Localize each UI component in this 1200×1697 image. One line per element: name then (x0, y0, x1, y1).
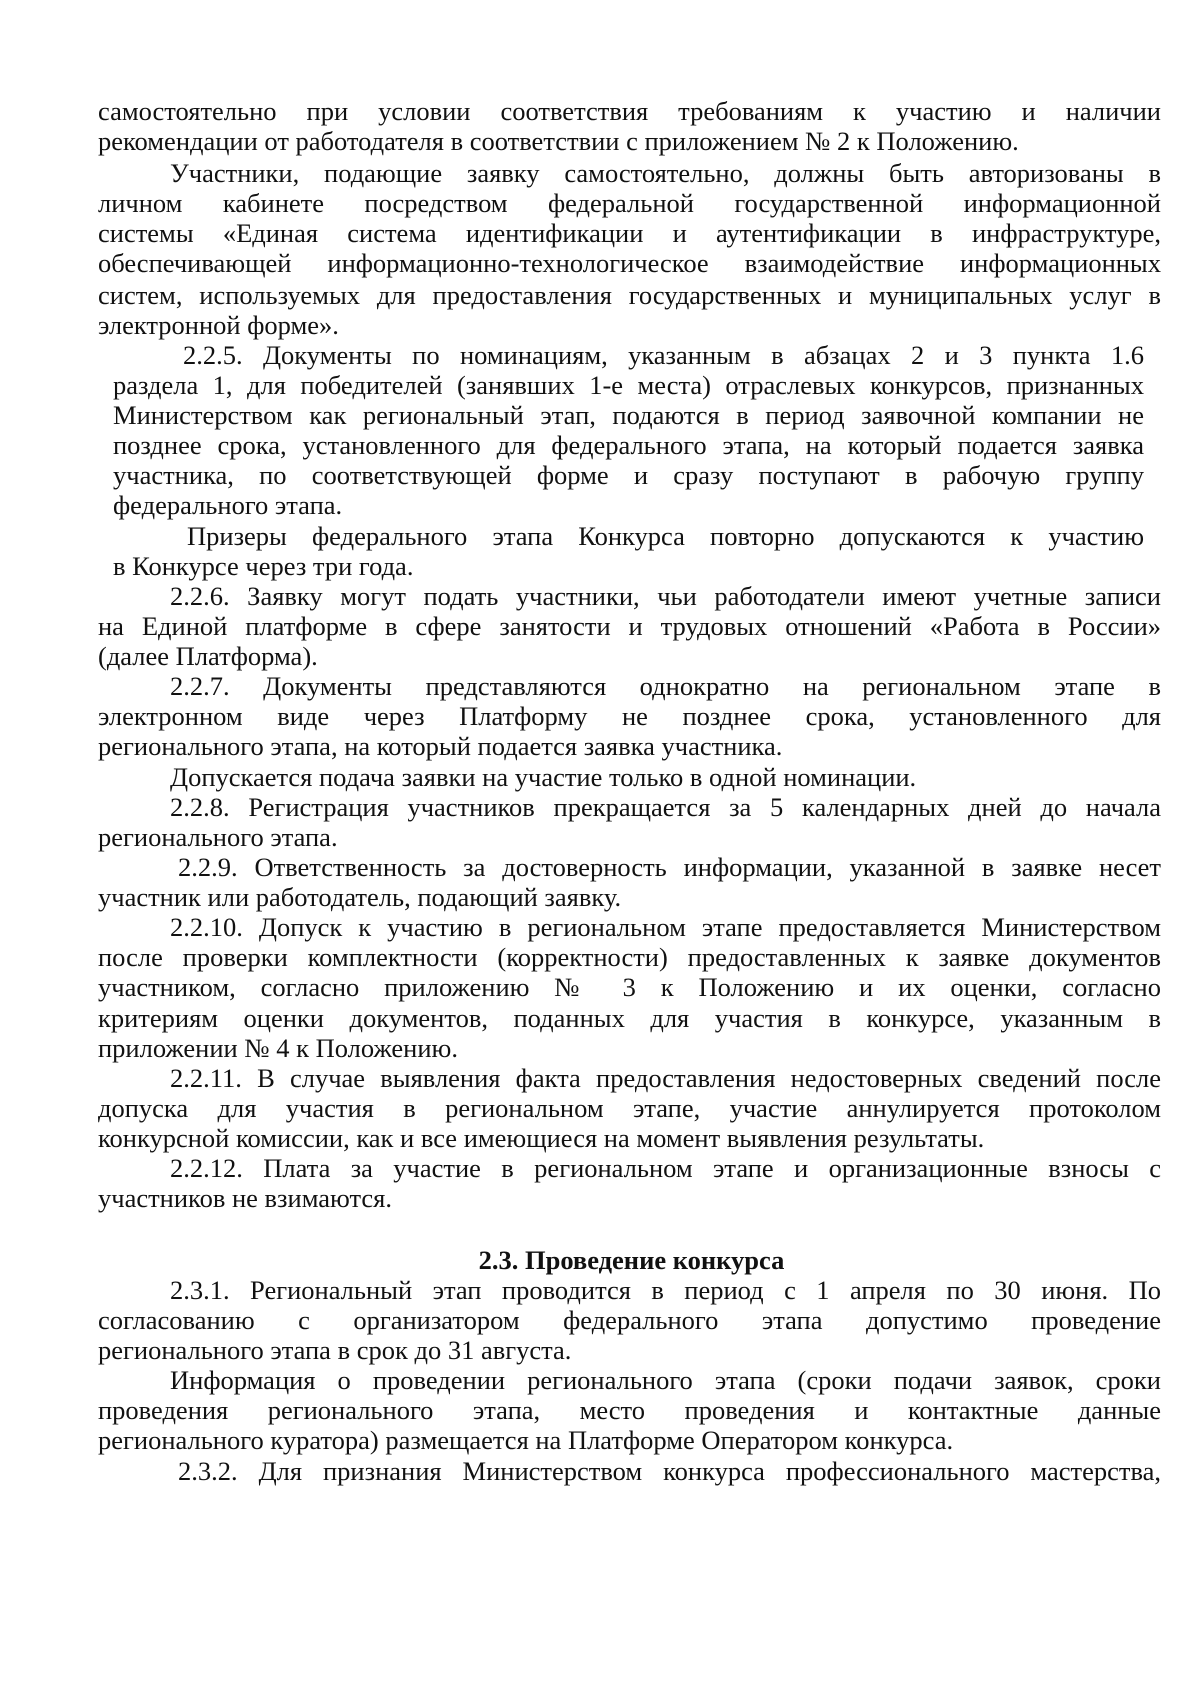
text-line: 2.2.11. В случае выявления факта предоставления недостоверных сведений после (170, 1063, 1161, 1093)
text-line: участников не взимаются. (98, 1183, 392, 1213)
text-line: регионального этапа в срок до 31 августа. (98, 1335, 572, 1365)
section-heading: 2.3. Проведение конкурса (478, 1245, 785, 1275)
text-line: системы «Единая система идентификации и аутентификации в инфраструктуре, (98, 218, 1161, 248)
text-line: личном кабинете посредством федеральной государственной информационной (98, 188, 1161, 218)
text-line: систем, используемых для предоставления государственных и муниципальных услуг в (98, 280, 1161, 310)
text-line: регионального этапа, на который подается заявка участника. (98, 731, 783, 761)
text-line: участником, согласно приложению № 3 к Положению и их оценки, согласно (98, 972, 1161, 1002)
text-line: 2.2.10. Допуск к участию в региональном этапе предоставляется Министерством (170, 912, 1161, 942)
text-line: 2.2.7. Документы представляются однократно на региональном этапе в (170, 671, 1161, 701)
text-line: регионального этапа. (98, 822, 338, 852)
text-line: Министерством как региональный этап, подаются в период заявочной компании не (113, 400, 1144, 430)
text-line: рекомендации от работодателя в соответствии с приложением № 2 к Положению. (98, 126, 1019, 156)
text-line: критериям оценки документов, поданных для участия в конкурсе, указанным в (98, 1003, 1161, 1033)
text-line: в Конкурсе через три года. (113, 551, 414, 581)
text-line: обеспечивающей информационно-технологическое взаимодействие информационных (98, 248, 1161, 278)
text-line: 2.2.8. Регистрация участников прекращается за 5 календарных дней до начала (170, 792, 1161, 822)
text-line: 2.2.5. Документы по номинациям, указанным в абзацах 2 и 3 пункта 1.6 (183, 340, 1144, 370)
text-line: самостоятельно при условии соответствия требованиям к участию и наличии (98, 96, 1161, 126)
text-line: Допускается подача заявки на участие только в одной номинации. (170, 762, 917, 792)
text-line: конкурсной комиссии, как и все имеющиеся на момент выявления результаты. (98, 1123, 985, 1153)
text-line: Участники, подающие заявку самостоятельно, должны быть авторизованы в (170, 158, 1161, 188)
text-line: 2.2.9. Ответственность за достоверность информации, указанной в заявке несет (178, 852, 1161, 882)
text-line: электронной форме». (98, 310, 339, 340)
text-line: 2.3.2. Для признания Министерством конкурса профессионального мастерства, (178, 1456, 1161, 1486)
text-line: 2.3.1. Региональный этап проводится в период с 1 апреля по 30 июня. По (170, 1275, 1161, 1305)
text-line: согласованию с организатором федерального этапа допустимо проведение (98, 1305, 1161, 1335)
text-line: 2.2.12. Плата за участие в региональном этапе и организационные взносы с (170, 1153, 1161, 1183)
text-line: участника, по соответствующей форме и сразу поступают в рабочую группу (113, 460, 1144, 490)
text-line: (далее Платформа). (98, 641, 318, 671)
text-line: приложении № 4 к Положению. (98, 1033, 458, 1063)
text-line: после проверки комплектности (корректности) предоставленных к заявке документов (98, 942, 1161, 972)
text-line: допуска для участия в региональном этапе, участие аннулируется протоколом (98, 1093, 1161, 1123)
text-line: 2.2.6. Заявку могут подать участники, чьи работодатели имеют учетные записи (170, 581, 1161, 611)
text-line: участник или работодатель, подающий заявку. (98, 882, 622, 912)
text-line: Информация о проведении регионального этапа (сроки подачи заявок, сроки (170, 1365, 1161, 1395)
text-line: раздела 1, для победителей (занявших 1-е места) отраслевых конкурсов, признанных (113, 370, 1144, 400)
text-line: проведения регионального этапа, место проведения и контактные данные (98, 1395, 1161, 1425)
text-line: на Единой платформе в сфере занятости и трудовых отношений «Работа в России» (98, 611, 1161, 641)
text-line: электронном виде через Платформу не позднее срока, установленного для (98, 701, 1161, 731)
text-line: федерального этапа. (113, 490, 343, 520)
text-line: регионального куратора) размещается на Платформе Оператором конкурса. (98, 1425, 954, 1455)
text-line: Призеры федерального этапа Конкурса повторно допускаются к участию (187, 521, 1144, 551)
text-line: позднее срока, установленного для федерального этапа, на который подается заявка (113, 430, 1144, 460)
